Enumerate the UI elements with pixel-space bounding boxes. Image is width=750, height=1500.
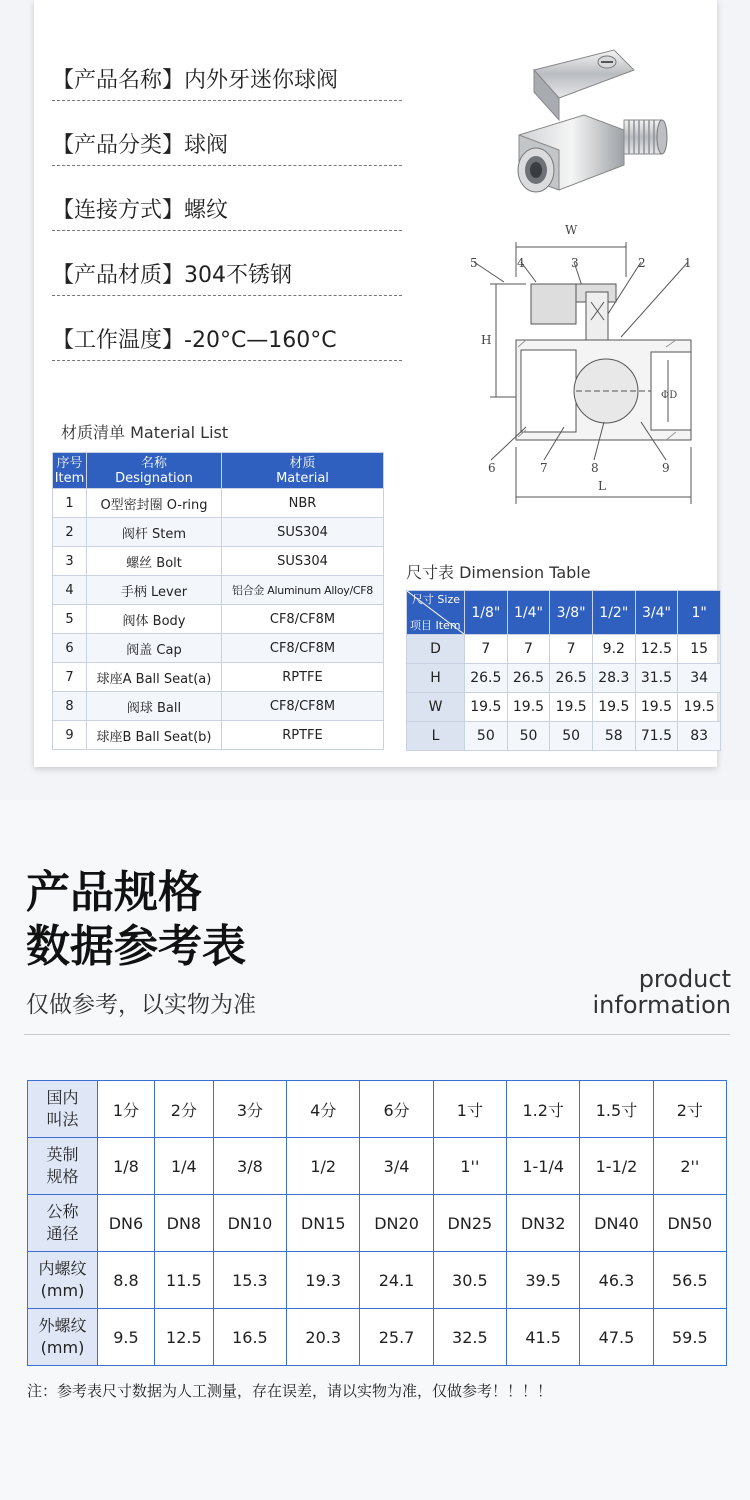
drawing-label-5: 5 [470,256,478,270]
spec-cell: 47.5 [580,1309,653,1366]
row-label [28,1138,98,1195]
spec-cell: 30.5 [433,1252,506,1309]
spec-cell: DN20 [360,1195,433,1252]
cell-material: SUS304 [222,518,384,547]
cell-designation: 阀体 Body [87,605,222,634]
label-line: (mm) [40,1338,85,1357]
spec-cell: 1分 [98,1081,155,1138]
drawing-label-7: 7 [540,461,548,475]
dim-value: 7 [550,635,593,664]
label-line: 内螺纹 [38,1259,87,1278]
cell-item: 2 [53,518,87,547]
cell-designation: O型密封圈 O-ring [87,489,222,518]
info-value: 304不锈钢 [184,263,293,288]
section-title-line1: 产品规格 [26,867,202,918]
label-line: 规格 [46,1167,79,1186]
header-en: Item [54,470,85,486]
info-label: 【产品材质】 [52,263,185,288]
cell-material: CF8/CF8M [222,634,384,663]
cell-material: CF8/CF8M [222,605,384,634]
table-row [53,721,384,750]
spec-cell: 3分 [213,1081,286,1138]
dimension-corner-header [407,591,465,635]
dim-item: D [407,635,465,664]
spec-cell: 1.2寸 [507,1081,580,1138]
table-row [407,635,721,664]
dim-value: 34 [678,664,721,693]
spec-cell: 20.3 [287,1309,360,1366]
drawing-label-w: W [565,223,578,237]
spec-cell: 1/4 [154,1138,213,1195]
table-row [53,518,384,547]
cell-designation: 螺丝 Bolt [87,547,222,576]
cell-material: CF8/CF8M [222,692,384,721]
material-header-material [222,453,384,489]
cell-designation: 球座B Ball Seat(b) [87,721,222,750]
header-cn: 材质 [289,455,316,471]
dim-value: 50 [550,722,593,751]
drawing-label-2: 2 [638,256,646,270]
spec-cell: DN6 [98,1195,155,1252]
spec-table [27,1080,727,1366]
dim-value: 50 [465,722,508,751]
spec-cell: 2分 [154,1081,213,1138]
spec-cell: DN10 [213,1195,286,1252]
table-row [407,693,721,722]
table-row [53,634,384,663]
row-label [28,1252,98,1309]
dim-value: 12.5 [635,635,678,664]
cell-item: 6 [53,634,87,663]
header-en: Designation [115,470,193,486]
spec-cell: 59.5 [653,1309,726,1366]
spec-cell: 1'' [433,1138,506,1195]
info-row-material [52,256,402,296]
spec-cell: 56.5 [653,1252,726,1309]
dim-value: 7 [465,635,508,664]
spec-cell: DN32 [507,1195,580,1252]
cell-item: 5 [53,605,87,634]
cell-item: 3 [53,547,87,576]
cell-designation: 球座A Ball Seat(a) [87,663,222,692]
dim-value: 19.5 [465,693,508,722]
spec-cell: 16.5 [213,1309,286,1366]
spec-cell: 2'' [653,1138,726,1195]
table-row [53,547,384,576]
info-label: 【产品名称】 [52,68,185,93]
dimension-table-title: 尺寸表 Dimension Table [406,563,591,582]
material-list-title: 材质清单 Material List [61,423,229,442]
dim-value: 26.5 [465,664,508,693]
label-line: 叫法 [46,1110,79,1129]
dim-value: 58 [592,722,635,751]
cell-designation: 阀杆 Stem [87,518,222,547]
dim-value: 26.5 [550,664,593,693]
cell-material: RPTFE [222,663,384,692]
label-line: 英制 [46,1145,79,1164]
info-label: 【产品分类】 [52,133,185,158]
table-row [53,605,384,634]
header-cn: 名称 [140,455,167,471]
cell-designation: 阀球 Ball [87,692,222,721]
cell-item: 4 [53,576,87,605]
spec-cell: 25.7 [360,1309,433,1366]
dim-value: 19.5 [678,693,721,722]
table-row [53,489,384,518]
dimension-table [406,590,721,751]
cell-designation: 手柄 Lever [87,576,222,605]
section-title-line2: 数据参考表 [26,921,246,972]
label-line: (mm) [40,1281,85,1300]
size-header: 1/2" [592,591,635,635]
label-line: 外螺纹 [38,1316,87,1335]
spec-cell: 4分 [287,1081,360,1138]
spec-cell: 6分 [360,1081,433,1138]
table-row [28,1081,727,1138]
material-header-item [53,453,87,489]
info-value: 螺纹 [184,198,229,223]
spec-cell: 8.8 [98,1252,155,1309]
cell-designation: 阀盖 Cap [87,634,222,663]
footnote: 注：参考表尺寸数据为人工测量，存在误差，请以实物为准，仅做参考！！！！ [27,1382,553,1400]
cell-item: 1 [53,489,87,518]
dim-value: 7 [507,635,550,664]
label-line: 通径 [46,1224,79,1243]
dim-item: W [407,693,465,722]
cell-material: SUS304 [222,547,384,576]
drawing-label-1: 1 [684,256,692,270]
drawing-label-6: 6 [488,461,496,475]
spec-cell: 24.1 [360,1252,433,1309]
table-row [28,1252,727,1309]
dim-value: 71.5 [635,722,678,751]
size-header: 3/8" [550,591,593,635]
section-english-title [592,966,731,1018]
drawing-label-4: 4 [517,256,525,270]
dim-value: 19.5 [550,693,593,722]
header-en: Material [276,470,329,486]
table-row [53,576,384,605]
info-value: -20°C—160°C [184,328,337,353]
divider [24,1034,730,1035]
section-subtitle: 仅做参考，以实物为准 [26,992,256,1018]
spec-cell: 11.5 [154,1252,213,1309]
spec-cell: 1/2 [287,1138,360,1195]
spec-cell: DN25 [433,1195,506,1252]
material-header-designation [87,453,222,489]
header-cn: 序号 [56,455,83,471]
table-row [53,663,384,692]
corner-size-label: 尺寸 Size [411,593,460,606]
info-label: 【工作温度】 [52,328,185,353]
size-header: 1" [678,591,721,635]
drawing-label-d: ΦD [661,390,678,401]
cell-material: RPTFE [222,721,384,750]
cell-item: 9 [53,721,87,750]
table-row [28,1138,727,1195]
spec-cell: 9.5 [98,1309,155,1366]
spec-cell: DN50 [653,1195,726,1252]
product-card [34,0,717,767]
table-row [28,1309,727,1366]
ball-valve-photo [474,40,674,220]
corner-item-label: 项目 Item [410,619,461,632]
spec-cell: 1-1/4 [507,1138,580,1195]
label-line: 公称 [46,1202,79,1221]
spec-cell: DN40 [580,1195,653,1252]
row-label [28,1309,98,1366]
spec-cell: DN15 [287,1195,360,1252]
info-row-connection [52,191,402,231]
info-label: 【连接方式】 [52,198,185,223]
spec-cell: 3/4 [360,1138,433,1195]
dim-value: 19.5 [635,693,678,722]
spec-cell: 2寸 [653,1081,726,1138]
info-value: 内外牙迷你球阀 [184,68,339,93]
dim-value: 19.5 [592,693,635,722]
table-row [53,692,384,721]
spec-cell: 19.3 [287,1252,360,1309]
english-title-line2: information [592,991,731,1019]
dim-value: 15 [678,635,721,664]
dim-value: 26.5 [507,664,550,693]
spec-cell: 1寸 [433,1081,506,1138]
spec-cell: 1.5寸 [580,1081,653,1138]
table-row [407,722,721,751]
dim-value: 9.2 [592,635,635,664]
dim-item: L [407,722,465,751]
dim-value: 28.3 [592,664,635,693]
spec-cell: 39.5 [507,1252,580,1309]
table-row [28,1195,727,1252]
cell-material: 铝合金 Aluminum Alloy/CF8 [222,576,384,605]
drawing-label-8: 8 [591,461,599,475]
drawing-label-l: L [598,479,606,493]
size-header: 3/4" [635,591,678,635]
dim-value: 50 [507,722,550,751]
spec-cell: 15.3 [213,1252,286,1309]
drawing-label-9: 9 [662,461,670,475]
dim-value: 19.5 [507,693,550,722]
info-value: 球阀 [184,133,229,158]
spec-cell: DN8 [154,1195,213,1252]
info-row-temperature [52,321,402,361]
cell-material: NBR [222,489,384,518]
info-row-category [52,126,402,166]
size-header: 1/8" [465,591,508,635]
spec-cell: 12.5 [154,1309,213,1366]
section-title [26,866,246,974]
cell-item: 7 [53,663,87,692]
info-row-name [52,61,402,101]
row-label [28,1195,98,1252]
drawing-label-h: H [481,333,492,347]
drawing-label-3: 3 [571,256,579,270]
spec-cell: 1-1/2 [580,1138,653,1195]
dim-item: H [407,664,465,693]
row-label [28,1081,98,1138]
cell-item: 8 [53,692,87,721]
spec-cell: 32.5 [433,1309,506,1366]
spec-cell: 41.5 [507,1309,580,1366]
label-line: 国内 [46,1088,79,1107]
material-list-table [52,452,384,750]
spec-cell: 46.3 [580,1252,653,1309]
valve-section-drawing [426,222,716,512]
spec-cell: 3/8 [213,1138,286,1195]
dim-value: 83 [678,722,721,751]
english-title-line1: product [638,965,731,993]
size-header: 1/4" [507,591,550,635]
table-row [407,664,721,693]
spec-cell: 1/8 [98,1138,155,1195]
dim-value: 31.5 [635,664,678,693]
